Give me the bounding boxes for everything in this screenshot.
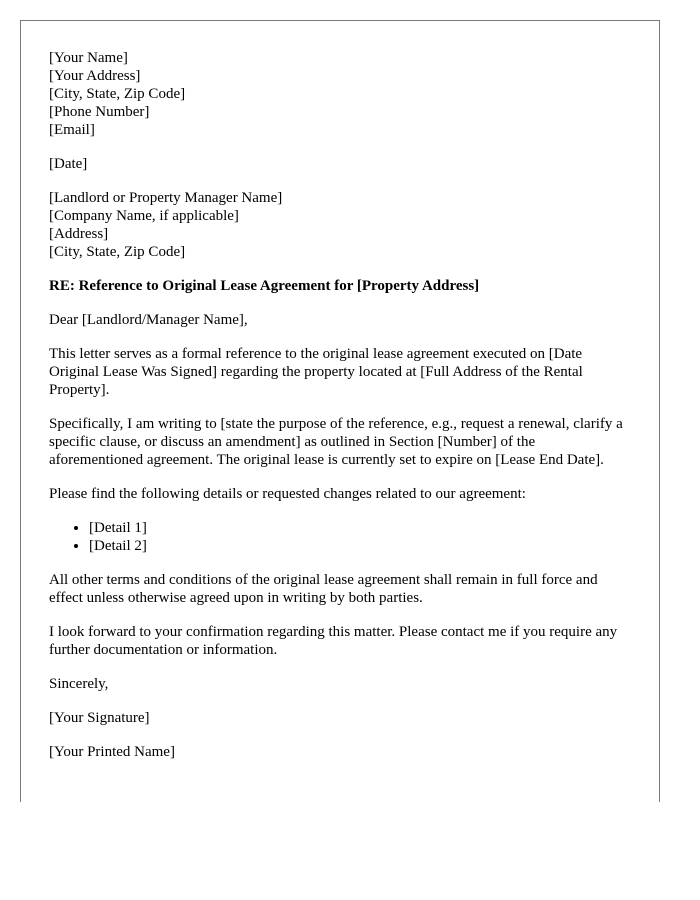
details-list (49, 519, 631, 555)
letter-page (20, 20, 660, 802)
printed-name: [Your Printed Name] (49, 744, 175, 760)
sender-block (49, 49, 631, 139)
list-item: • [Detail 2] (89, 537, 631, 555)
letter-date: [Date] (49, 156, 88, 172)
sender-address: [Your Address] (49, 68, 141, 84)
recipient-block (49, 189, 631, 261)
paragraph-details-intro: Please find the following details or requested changes related to our agreement: (49, 486, 526, 502)
list-item: • [Detail 1] (89, 519, 631, 537)
recipient-company: [Company Name, if applicable] (49, 208, 239, 224)
paragraph-purpose: Specifically, I am writing to [state the purpose of the reference, e.g., request a renewal, clarify a specific clause, or discuss an amendment] as outlined in Section [Number] of the aforementioned agreement. The original lease is currently set to expire on [Lease End Date]. (49, 416, 623, 468)
signature-line: [Your Signature] (49, 710, 150, 726)
sender-name: [Your Name] (49, 50, 128, 66)
recipient-city-state-zip: [City, State, Zip Code] (49, 244, 186, 260)
sender-phone: [Phone Number] (49, 104, 150, 120)
paragraph-intro: This letter serves as a formal reference to the original lease agreement executed on [Date Original Lease Was Signed] regarding the property located at [Full Address of the Rental Property]. (49, 346, 583, 398)
paragraph-terms: All other terms and conditions of the original lease agreement shall remain in full force and effect unless otherwise agreed upon in writing by both parties. (49, 572, 598, 606)
salutation: Dear [Landlord/Manager Name], (49, 312, 248, 328)
sender-email: [Email] (49, 122, 95, 138)
sender-city-state-zip: [City, State, Zip Code] (49, 86, 186, 102)
closing: Sincerely, (49, 676, 109, 692)
paragraph-closing-request: I look forward to your confirmation regarding this matter. Please contact me if you require any further documentation or information. (49, 624, 618, 658)
recipient-name: [Landlord or Property Manager Name] (49, 190, 283, 206)
subject-line: RE: Reference to Original Lease Agreement for [Property Address] (49, 278, 480, 294)
recipient-address: [Address] (49, 226, 109, 242)
